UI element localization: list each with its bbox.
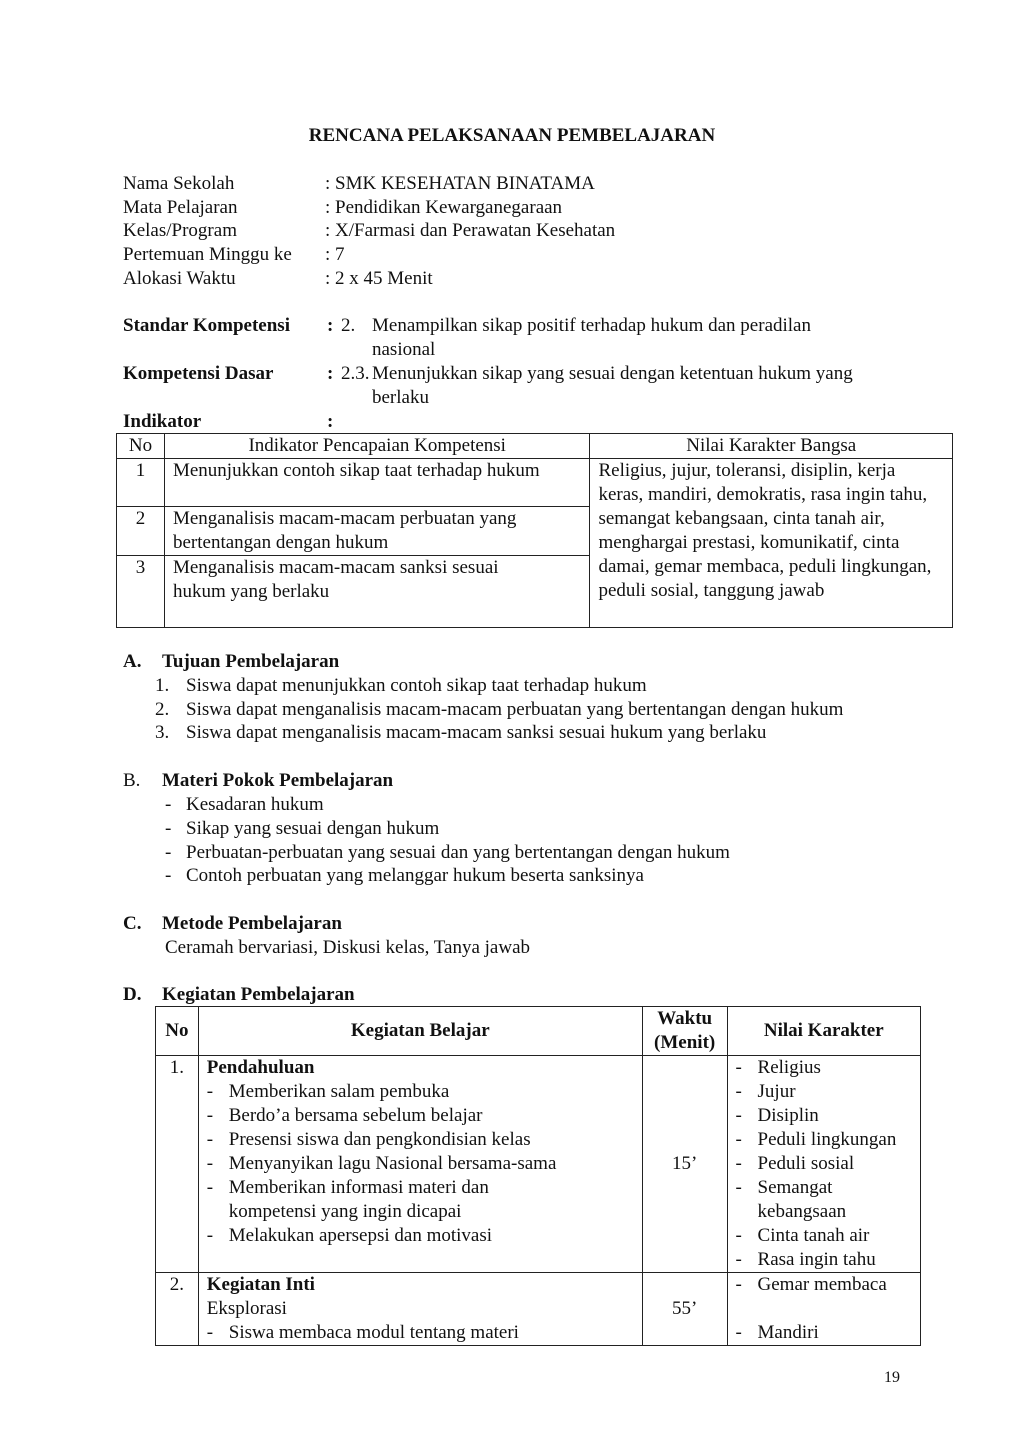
table-header-row [156, 1007, 921, 1056]
table-header-row [117, 434, 953, 459]
table-header: No [156, 1007, 199, 1056]
dash-bullet: - [165, 865, 172, 886]
activity-cell [198, 1273, 642, 1346]
list-item: - Peduli lingkungan [735, 1129, 897, 1150]
standar-kompetensi-label: Standar Kompetensi [123, 315, 290, 336]
section-d-letter: D. [123, 984, 142, 1005]
spacer [736, 1297, 912, 1321]
list-item-number: 1. [155, 675, 170, 696]
list-item: - Siswa membaca modul tentang materi [206, 1322, 519, 1343]
list-item: Perbuatan-perbuatan yang sesuai dan yang bertentangan dengan hukum [186, 842, 730, 863]
list-item-number: 3. [155, 722, 170, 743]
list-item: - Disiplin [735, 1105, 819, 1126]
section-c-title: Metode Pembelajaran [162, 913, 342, 934]
list-item: - Semangat kebangsaan [735, 1177, 847, 1222]
standar-kompetensi-text: nasional [372, 339, 436, 360]
indicator-text: Menunjukkan contoh sikap taat terhadap hukum [164, 459, 589, 507]
activity-number: 1. [156, 1056, 199, 1273]
list-item: - Gemar membaca [735, 1274, 887, 1295]
table-header: Waktu [657, 1008, 713, 1029]
table-header: Indikator Pencapaian Kompetensi [164, 434, 589, 459]
list-item: - Menyanyikan lagu Nasional bersama-sama [206, 1153, 557, 1174]
table-row [156, 1273, 921, 1346]
section-a-title: Tujuan Pembelajaran [162, 651, 340, 672]
nilai-karakter-cell [727, 1273, 920, 1346]
list-item: Siswa dapat menunjukkan contoh sikap taat terhadap hukum [186, 675, 647, 696]
list-item: Sikap yang sesuai dengan hukum [186, 818, 440, 839]
identity-value: : X/Farmasi dan Perawatan Kesehatan [325, 220, 616, 241]
kompetensi-dasar-colon: : [327, 363, 334, 384]
activity-number: 2. [156, 1273, 199, 1346]
identity-label: Pertemuan Minggu ke [123, 244, 292, 265]
indicator-number: 2 [117, 507, 165, 556]
kompetensi-dasar-number: 2.3. [341, 363, 370, 384]
list-item: - Memberikan salam pembuka [206, 1081, 450, 1102]
activity-subheading: Eksplorasi [206, 1298, 287, 1319]
indicator-table [116, 433, 953, 628]
identity-label: Kelas/Program [123, 220, 237, 241]
identity-value: : Pendidikan Kewarganegaraan [325, 197, 563, 218]
activity-heading: Pendahuluan [206, 1057, 315, 1078]
table-header: Kegiatan Belajar [198, 1007, 642, 1056]
list-item: Contoh perbuatan yang melanggar hukum beserta sanksinya [186, 865, 644, 886]
table-header: No [117, 434, 165, 459]
table-header-waktu [642, 1007, 727, 1056]
activity-heading: Kegiatan Inti [206, 1274, 315, 1295]
list-item-number: 2. [155, 699, 170, 720]
identity-label: Nama Sekolah [123, 173, 235, 194]
page-number: 19 [884, 1369, 900, 1386]
indikator-label: Indikator [123, 411, 202, 432]
nilai-karakter-cell [727, 1056, 920, 1273]
list-item: - Jujur [735, 1081, 796, 1102]
activity-table [155, 1006, 921, 1346]
list-item: - Cinta tanah air [735, 1225, 870, 1246]
dash-bullet: - [165, 842, 172, 863]
activity-cell [198, 1056, 642, 1273]
indikator-colon: : [327, 411, 334, 432]
nilai-karakter-bangsa: Religius, jujur, toleransi, disiplin, kerja keras, mandiri, demokratis, rasa ingin tahu, semangat kebangsaan, cinta tanah air, menghargai prestasi, komunikatif, cinta damai, gemar membaca, peduli lingkungan, peduli sosial, tanggung jawab [590, 459, 953, 628]
table-row [117, 459, 953, 507]
section-c-text: Ceramah bervariasi, Diskusi kelas, Tanya jawab [165, 937, 531, 958]
list-item: - Berdo’a bersama sebelum belajar [206, 1105, 483, 1126]
list-item: - Religius [735, 1057, 821, 1078]
dash-bullet: - [165, 794, 172, 815]
list-item: Siswa dapat menganalisis macam-macam sanksi sesuai hukum yang berlaku [186, 722, 767, 743]
document-title: RENCANA PELAKSANAAN PEMBELAJARAN [308, 125, 716, 146]
standar-kompetensi-text: Menampilkan sikap positif terhadap hukum dan peradilan [372, 315, 811, 336]
standar-kompetensi-colon: : [327, 315, 334, 336]
table-header: Nilai Karakter [727, 1007, 920, 1056]
section-c-letter: C. [123, 913, 142, 934]
table-header: Nilai Karakter Bangsa [590, 434, 953, 459]
activity-time: 15’ [642, 1056, 727, 1273]
list-item: Kesadaran hukum [186, 794, 324, 815]
list-item: Siswa dapat menganalisis macam-macam perbuatan yang bertentangan dengan hukum [186, 699, 844, 720]
identity-value: : SMK KESEHATAN BINATAMA [325, 173, 595, 194]
section-b-letter: B. [123, 770, 141, 791]
table-header: (Menit) [654, 1032, 716, 1053]
indicator-number: 1 [117, 459, 165, 507]
activity-time: 55’ [642, 1273, 727, 1346]
indicator-text: Menganalisis macam-macam sanksi sesuai hukum yang berlaku [164, 556, 589, 628]
list-item: - Presensi siswa dan pengkondisian kelas [206, 1129, 531, 1150]
identity-value: : 7 [325, 244, 345, 265]
list-item: - Rasa ingin tahu [735, 1249, 876, 1270]
identity-label: Alokasi Waktu [123, 268, 236, 289]
table-row [156, 1056, 921, 1273]
standar-kompetensi-number: 2. [341, 315, 356, 336]
identity-value: : 2 x 45 Menit [325, 268, 433, 289]
list-item: - Melakukan apersepsi dan motivasi [206, 1225, 493, 1246]
section-a-letter: A. [123, 651, 142, 672]
kompetensi-dasar-label: Kompetensi Dasar [123, 363, 274, 384]
kompetensi-dasar-text: Menunjukkan sikap yang sesuai dengan ketentuan hukum yang [372, 363, 853, 384]
dash-bullet: - [165, 818, 172, 839]
indicator-text: Menganalisis macam-macam perbuatan yang bertentangan dengan hukum [164, 507, 589, 556]
list-item: - Memberikan informasi materi dan kompetensi yang ingin dicapai [206, 1177, 489, 1222]
kompetensi-dasar-text: berlaku [372, 387, 429, 408]
list-item: - Mandiri [735, 1322, 819, 1343]
section-b-title: Materi Pokok Pembelajaran [162, 770, 394, 791]
section-d-title: Kegiatan Pembelajaran [162, 984, 355, 1005]
identity-label: Mata Pelajaran [123, 197, 238, 218]
indicator-number: 3 [117, 556, 165, 628]
list-item: - Peduli sosial [735, 1153, 855, 1174]
